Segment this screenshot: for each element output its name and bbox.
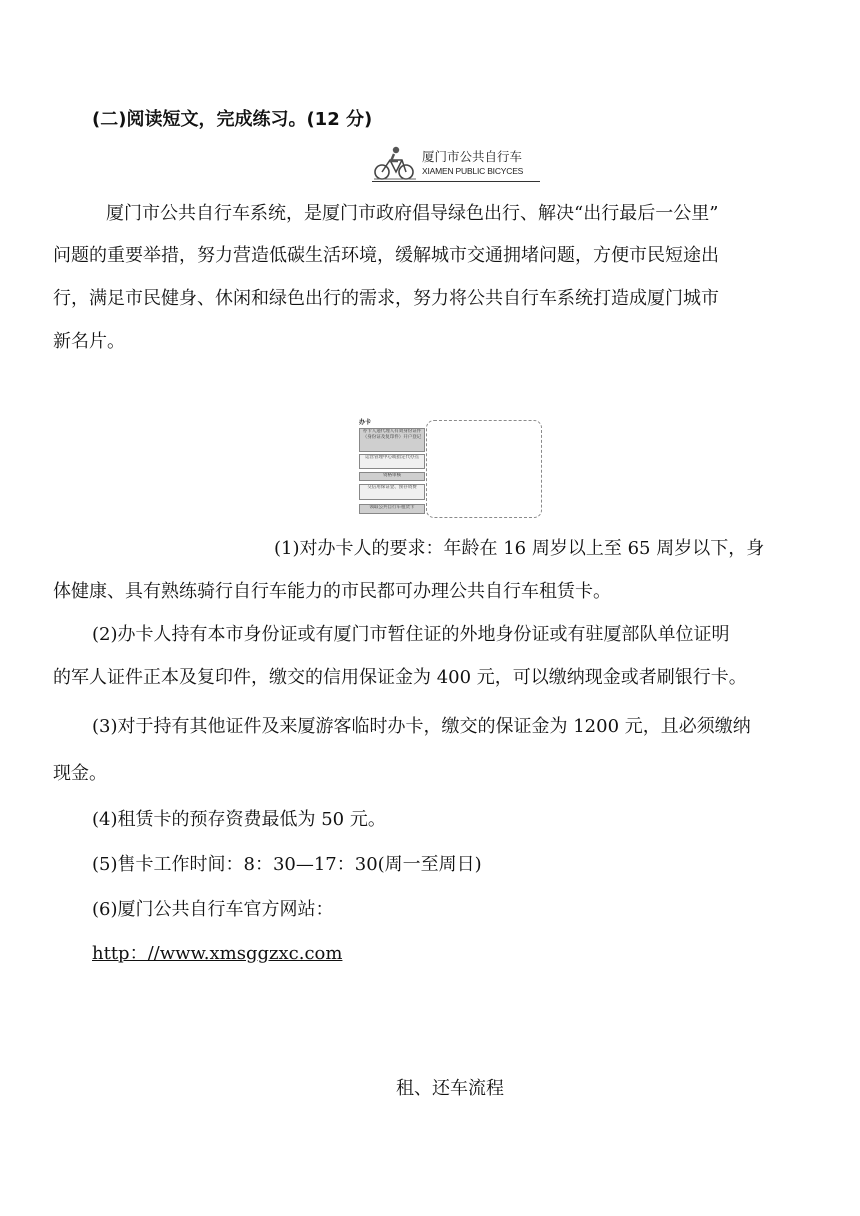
item-line: 现金。: [53, 763, 107, 784]
intro-line: 新名片。: [53, 331, 125, 352]
item-line: (3)对于持有其他证件及来厦游客临时办卡，缴交的保证金为 1200 元，且必须缴纳: [92, 716, 751, 737]
logo-name-en: XIAMEN PUBLIC BICYCES: [422, 166, 524, 176]
item-line: (2)办卡人持有本市身份证或有厦门市暂住证的外地身份证或有驻厦部队单位证明: [92, 624, 730, 645]
card-application-flowchart: [359, 419, 425, 519]
item-line: (5)售卡工作时间：8：30—17：30(周一至周日): [92, 854, 482, 875]
item-line: 体健康、具有熟练骑行自行车能力的市民都可办理公共自行车租赁卡。: [53, 581, 611, 602]
flowchart-step: 领取公共自行车租赁卡: [359, 504, 425, 514]
flowchart-step: 交信用保证金、预存资费: [359, 484, 425, 500]
bicycle-rider-icon: [372, 145, 418, 181]
xiamen-bicycle-logo: [372, 145, 540, 185]
flowchart-step: 办卡人递代理人有效身份证件（身份证及复印件）开户登记: [359, 428, 425, 452]
logo-divider: [372, 181, 540, 182]
intro-line: 厦门市公共自行车系统，是厦门市政府倡导绿色出行、解决“出行最后一公里”: [106, 203, 719, 224]
item-line: (6)厦门公共自行车官方网站：: [92, 899, 334, 920]
section-heading: 租、还车流程: [396, 1078, 504, 1099]
item-line: (1)对办卡人的要求：年龄在 16 周岁以上至 65 周岁以下，身: [274, 538, 765, 559]
flowchart-step: 资格审核: [359, 472, 425, 481]
intro-line: 行，满足市民健身、休闲和绿色出行的需求，努力将公共自行车系统打造成厦门城市: [53, 288, 719, 309]
item-line: 的军人证件正本及复印件，缴交的信用保证金为 400 元，可以缴纳现金或者刷银行卡。: [53, 667, 747, 688]
website-link[interactable]: http：//www.xmsggzxc.com: [92, 943, 343, 964]
section-title: (二)阅读短文，完成练习。(12 分): [92, 109, 373, 130]
flowchart-step: 运营管理中心或指定代办点: [359, 454, 425, 469]
flowchart-heading: 办卡: [359, 419, 372, 426]
intro-line: 问题的重要举措，努力营造低碳生活环境，缓解城市交通拥堵问题，方便市民短途出: [53, 245, 719, 266]
dashed-placeholder-box: [426, 420, 542, 518]
item-line: (4)租赁卡的预存资费最低为 50 元。: [92, 809, 386, 830]
logo-name-cn: 厦门市公共自行车: [422, 149, 523, 164]
